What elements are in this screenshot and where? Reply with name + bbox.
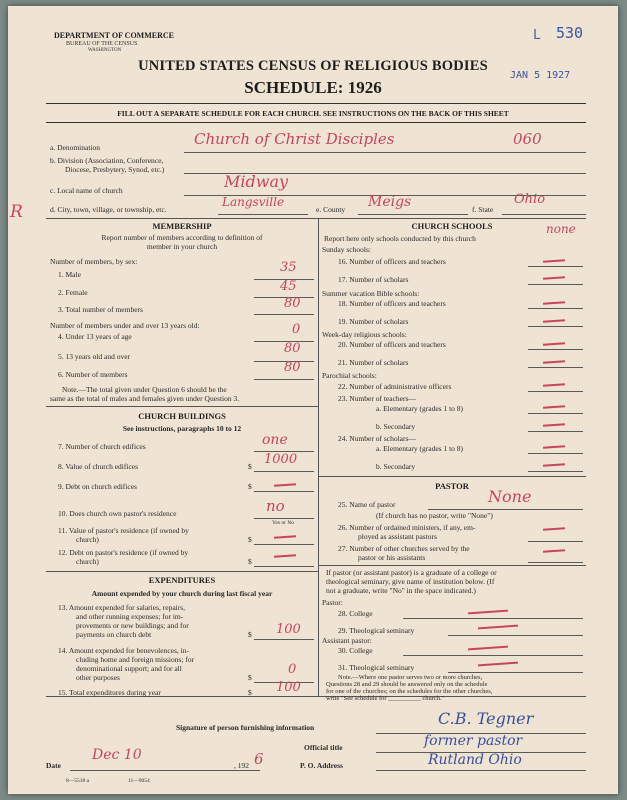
q28-label: 28. College	[338, 609, 373, 618]
q14-label-3: denominational support; and for all	[76, 664, 182, 673]
q17-label: 17. Number of scholars	[338, 275, 409, 284]
expenditures-divider	[46, 571, 318, 572]
date-stamp: JAN 5 1927	[510, 70, 571, 81]
schools-intro-value: none	[546, 222, 576, 236]
pastor-note-4: write "See schedule for __________ church."	[326, 695, 445, 702]
q4-label: 4. Under 13 years of age	[58, 332, 132, 341]
q21-label: 21. Number of scholars	[338, 358, 409, 367]
q9-dash-mark	[274, 483, 296, 487]
po-address-value: Rutland Ohio	[428, 752, 522, 768]
denomination-line	[184, 152, 586, 153]
q11-line	[254, 544, 314, 545]
q13-value: 100	[276, 622, 301, 637]
po-address-line	[376, 770, 586, 771]
q23a-dash-mark	[543, 405, 565, 409]
grad-divider	[318, 565, 586, 566]
q15-label: 15. Total expenditures during year	[58, 688, 161, 697]
q13-label-4: payments on church debt	[76, 630, 152, 639]
form-title: UNITED STATES CENSUS OF RELIGIOUS BODIES	[138, 58, 488, 74]
q20-label: 20. Number of officers and teachers	[338, 340, 446, 349]
q17-line	[528, 284, 583, 285]
q11-dash-mark	[274, 535, 296, 539]
q31-dash-mark	[478, 662, 518, 667]
q27-label-2: pastor or his assistants	[358, 553, 426, 562]
expenditures-title: EXPENDITURES	[148, 575, 216, 585]
q8-label: 8. Value of church edifices	[58, 462, 139, 471]
q22-label: 22. Number of administrative officers	[338, 382, 452, 391]
q23-label: 23. Number of teachers—	[338, 394, 416, 403]
q24a-dash-mark	[543, 445, 565, 449]
q24b-dash-mark	[543, 463, 565, 467]
header-divider	[46, 103, 586, 104]
q18-dash-mark	[543, 301, 565, 305]
q29-line	[448, 635, 583, 636]
sunday-label: Sunday schools:	[322, 245, 371, 254]
pastor-note-2: Questions 28 and 29 should be answered only on the schedule	[326, 681, 488, 688]
q23a-label: a. Elementary (grades 1 to 8)	[376, 404, 464, 413]
signature-label: Signature of person furnishing information	[176, 723, 315, 732]
q4-value: 0	[292, 322, 301, 337]
q23b-dash-mark	[543, 423, 565, 427]
bureau-label: BUREAU OF THE CENSUS	[66, 41, 138, 47]
q12-dollar: $	[248, 557, 252, 566]
q6-label: 6. Number of members	[58, 370, 128, 379]
q26-label-2: ployed as assistant pastors	[358, 532, 437, 541]
q14-label-4: other purposes	[76, 673, 120, 682]
q26-dash-mark	[543, 527, 565, 531]
q23b-line	[528, 431, 583, 432]
q13-dollar: $	[248, 630, 252, 639]
grid-top-line	[46, 218, 586, 219]
q26-label: 26. Number of ordained ministers, if any, em-	[338, 523, 476, 532]
q14-value: 0	[288, 662, 297, 677]
q18-line	[528, 308, 583, 309]
q27-dash-mark	[543, 549, 565, 553]
q22-dash-mark	[543, 383, 565, 387]
q7-value: one	[262, 432, 288, 448]
q28-line	[403, 618, 583, 619]
q5-label: 5. 13 years old and over	[58, 352, 131, 361]
date-value: Dec 10	[92, 747, 142, 763]
weekday-label: Week-day religious schools:	[322, 330, 407, 339]
q26-line	[528, 541, 583, 542]
division-label-2: Diocese, Presbytery, Synod, etc.)	[65, 165, 165, 174]
county-line	[358, 214, 468, 215]
q29-label: 29. Theological seminary	[338, 626, 415, 635]
department-label: DEPARTMENT OF COMMERCE	[54, 31, 175, 40]
state-line	[502, 214, 586, 215]
q19-line	[528, 326, 583, 327]
q12-label: 12. Debt on pastor's residence (if owned by	[58, 548, 189, 557]
city-label: WASHINGTON	[88, 48, 122, 53]
q3-value: 80	[284, 296, 301, 311]
q1-label: 1. Male	[58, 270, 81, 279]
denomination-code: 060	[513, 130, 542, 148]
q21-line	[528, 367, 583, 368]
q10-value: no	[266, 497, 285, 515]
q18-label: 18. Number of officers and teachers	[338, 299, 446, 308]
q8-dollar: $	[248, 462, 252, 471]
q12-dash-mark	[274, 554, 296, 558]
q14-label-2: cluding home and foreign missions; for	[76, 655, 195, 664]
q5-value: 80	[284, 341, 301, 356]
q30-line	[403, 655, 583, 656]
signature-value: C.B. Tegner	[438, 709, 534, 728]
q3-line	[254, 314, 314, 315]
membership-title: MEMBERSHIP	[152, 221, 212, 231]
membership-note-2: same as the total of males and females given under Question 3.	[50, 394, 240, 403]
q30-dash-mark	[468, 646, 508, 651]
q31-label: 31. Theological seminary	[338, 663, 415, 672]
q23b-label: b. Secondary	[376, 422, 416, 431]
q19-dash-mark	[543, 319, 565, 323]
city-value: Langsville	[222, 195, 285, 209]
q16-dash-mark	[543, 259, 565, 263]
q20-dash-mark	[543, 342, 565, 346]
q13-label-3: provements or new buildings; and for	[76, 621, 189, 630]
q16-label: 16. Number of officers and teachers	[338, 257, 446, 266]
q27-line	[528, 562, 583, 563]
pastor-label: Pastor:	[322, 598, 343, 607]
buildings-divider	[46, 406, 318, 407]
q6-value: 80	[284, 360, 301, 375]
city-line	[218, 214, 308, 215]
local-name-value: Midway	[224, 172, 289, 191]
division-label: b. Division (Association, Conference,	[50, 156, 164, 165]
q14-dollar: $	[248, 673, 252, 682]
q10-line	[254, 518, 314, 519]
q13-label: 13. Amount expended for salaries, repairs,	[58, 603, 186, 612]
county-label: e. County	[316, 205, 346, 214]
expenditures-sub: Amount expended by your church during last fiscal year	[91, 589, 273, 598]
state-label: f. State	[472, 205, 494, 214]
q15-dollar: $	[248, 688, 252, 697]
q8-value: 1000	[264, 452, 298, 467]
margin-mark: R	[10, 202, 23, 222]
schedule-title: SCHEDULE: 1926	[244, 78, 382, 97]
print-number: 11—9054	[128, 778, 150, 784]
q16-line	[528, 266, 583, 267]
q22-line	[528, 391, 583, 392]
state-value: Ohio	[514, 192, 546, 207]
date-label: Date	[46, 761, 61, 770]
q20-line	[528, 349, 583, 350]
po-address-label: P. O. Address	[300, 761, 343, 770]
q21-dash-mark	[543, 360, 565, 364]
q25-value: None	[488, 487, 532, 506]
instruction-divider	[46, 122, 586, 123]
q13-line	[254, 639, 314, 640]
grid-center-line	[318, 218, 319, 696]
q1-value: 35	[280, 260, 297, 275]
instruction-line: FILL OUT A SEPARATE SCHEDULE FOR EACH CHURCH. SEE INSTRUCTIONS ON THE BACK OF THIS SHEET	[117, 109, 509, 118]
pastor-note-1: Note.—Where one pastor serves two or more churches,	[338, 674, 483, 681]
asst-label: Assistant pastor:	[322, 636, 372, 645]
q10-hint: Yes or No	[272, 520, 295, 526]
by-sex-label: Number of members, by sex:	[50, 257, 138, 266]
census-form-sheet	[8, 6, 618, 794]
pastor-title: PASTOR	[435, 481, 469, 491]
q11-dollar: $	[248, 535, 252, 544]
q9-line	[254, 491, 314, 492]
denomination-label: a. Denomination	[50, 143, 100, 152]
buildings-sub: See instructions, paragraphs 10 to 12	[122, 424, 242, 433]
date-line	[70, 770, 260, 771]
q24b-line	[528, 471, 583, 472]
year-prefix: , 192	[234, 761, 249, 770]
parochial-label: Parochial schools:	[322, 371, 377, 380]
denomination-value: Church of Christ Disciples	[194, 130, 395, 148]
q24-label: 24. Number of scholars—	[338, 434, 416, 443]
q8-line	[254, 471, 314, 472]
q30-label: 30. College	[338, 646, 373, 655]
age-intro-label: Number of members under and over 13 years old:	[50, 321, 200, 330]
membership-note: Note.—The total given under Question 6 should be the	[62, 385, 227, 394]
q25-hint: (If church has no pastor, write "None")	[376, 511, 493, 520]
q2-value: 45	[280, 279, 297, 294]
grad-intro-1: If pastor (or assistant pastor) is a graduate of a college or	[326, 568, 497, 577]
buildings-title: CHURCH BUILDINGS	[138, 411, 226, 421]
grad-intro-2: theological seminary, give name of institution below. (If	[326, 577, 495, 586]
membership-intro-2: member in your church	[146, 242, 218, 251]
q14-label: 14. Amount expended for benevolences, in-	[58, 646, 190, 655]
stamp-number: 530	[556, 24, 584, 42]
q6-line	[254, 379, 314, 380]
q28-dash-mark	[468, 610, 508, 615]
q15-value: 100	[276, 680, 301, 695]
schools-title: CHURCH SCHOOLS	[411, 221, 493, 231]
q29-dash-mark	[478, 625, 518, 630]
q19-label: 19. Number of scholars	[338, 317, 409, 326]
city-label: d. City, town, village, or township, etc.	[50, 205, 167, 214]
official-title-value: former pastor	[424, 733, 523, 749]
q11-label-2: church)	[76, 535, 99, 544]
year-value: 6	[254, 750, 264, 768]
q9-dollar: $	[248, 482, 252, 491]
q12-label-2: church)	[76, 557, 99, 566]
q24a-label: a. Elementary (grades 1 to 8)	[376, 444, 464, 453]
summer-label: Summer vacation Bible schools:	[322, 289, 420, 298]
q17-dash-mark	[543, 276, 565, 280]
q9-label: 9. Debt on church edifices	[58, 482, 137, 491]
grad-intro-3: not a graduate, write "No" in the space indicated.)	[326, 586, 476, 595]
membership-intro: Report number of members according to definition of	[101, 233, 263, 242]
q2-label: 2. Female	[58, 288, 88, 297]
q24a-line	[528, 453, 583, 454]
q23a-line	[528, 413, 583, 414]
q24b-label: b. Secondary	[376, 462, 416, 471]
q11-label: 11. Value of pastor's residence (if owned by	[58, 526, 189, 535]
pastor-note-3: for one of the churches; on the schedules for the other churches,	[326, 688, 493, 695]
q7-label: 7. Number of church edifices	[58, 442, 146, 451]
pastor-divider	[318, 476, 586, 477]
q10-label: 10. Does church own pastor's residence	[58, 509, 177, 518]
q27-label: 27. Number of other churches served by the	[338, 544, 470, 553]
corner-mark: L	[533, 28, 541, 43]
official-title-label: Official title	[304, 743, 343, 752]
q13-label-2: and other running expenses; for im-	[76, 612, 184, 621]
q3-label: 3. Total number of members	[58, 305, 143, 314]
county-value: Meigs	[368, 194, 412, 210]
local-name-label: c. Local name of church	[50, 186, 123, 195]
q12-line	[254, 566, 314, 567]
q31-line	[448, 672, 583, 673]
form-number: 8—5518 a	[66, 778, 90, 784]
q25-label: 25. Name of pastor	[338, 500, 396, 509]
q25-line	[428, 509, 583, 510]
schools-intro: Report here only schools conducted by this church	[324, 234, 476, 243]
